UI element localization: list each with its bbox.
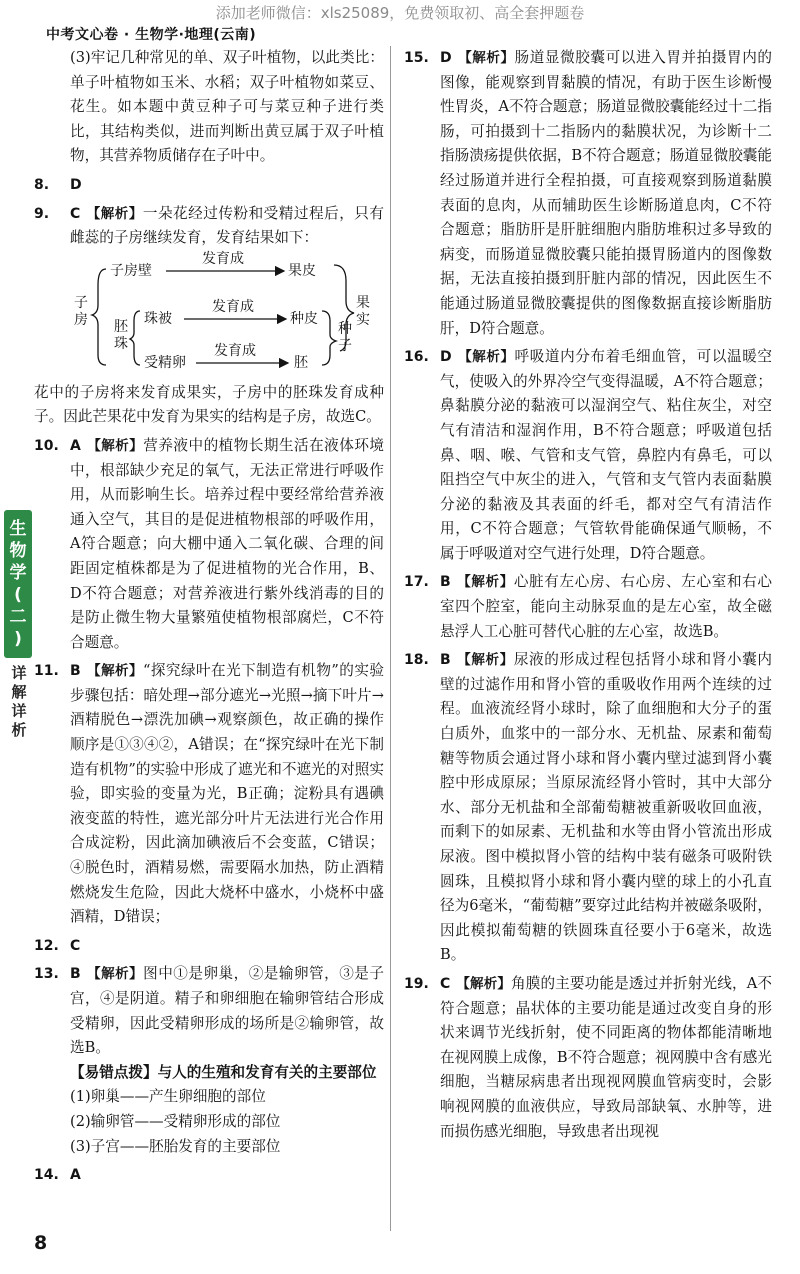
analysis-text: 呼吸道内分布着毛细血管，可以温暖空气，使吸入的外界冷空气变得温暖，A不符合题意；鼻黏膜分泌的黏液可以湿润空气、粘住灰尘，对空气有清洁和湿润作用，B不符合题意；呼吸道包括鼻、咽、喉、气管和支气管，鼻腔内有鼻毛，可以阻挡空气中灰尘的进入，气管和支气管内表面黏膜分泌的黏液及其表面的纤毛，都对空气有清洁作用，C不符合题意；气管软骨能确保通气顺畅，不属于呼吸道对空气进行处理，D符合题意。: [440, 348, 772, 562]
answer-body: [440, 345, 772, 566]
analysis-tag: 【解析】: [457, 349, 515, 366]
question-number: 10.: [34, 437, 59, 454]
column-divider: [390, 46, 391, 1231]
question-number: 19.: [404, 975, 429, 992]
diagram-label-zifang: 子房: [74, 294, 88, 328]
answer-item-13: [34, 962, 384, 1060]
analysis-text: 一朵花经过传粉和受精过程后，只有雌蕊的子房继续发育，发育结果如下：: [70, 204, 384, 247]
analysis-text: 尿液的形成过程包括肾小球和肾小囊内壁的过滤作用和肾小管的重吸收作用两个连续的过程。血液流经肾小球时，除了血细胞和大分子的蛋白质外，血浆中的一部分水、无机盐、尿素和葡萄糖等物质会通过肾小球和肾小囊内壁过滤到肾小囊腔中形成原尿；当原尿流经肾小管时，其中大部分水、部分无机盐和全部葡萄糖被重新吸收回血液，而剩下的如尿素、无机盐和水等由肾小管流出形成尿液。图中模拟肾小管的结构中装有磁条可吸附铁圆珠，且模拟肾小球和肾小囊内壁的球上的小孔直径为6毫米，“葡萄糖”要穿过此结构并被磁条吸附，因此模拟葡萄糖的铁圆珠直径要小于6毫米，故选B。: [440, 651, 772, 964]
answer-body: [440, 648, 772, 968]
analysis-text: “探究绿叶在光下制造有机物”的实验步骤包括：暗处理→部分遮光→光照→摘下叶片→酒精脱色→漂洗加碘→观察颜色，故正确的操作顺序是①③④②，A错误；在“探究绿叶在光下制造有机物”的实验中形成了遮光和不遮光的对照实验，即实验的变量为光，B正确；淀粉具有遇碘液变蓝的特性，遮光部分叶片无法进行光合作用合成淀粉，因此滴加碘液后不会变蓝，C错误；④脱色时，酒精易燃，需要隔水加热，防止酒精燃烧发生危险，因此大烧杯中盛水，小烧杯中盛酒精，D错误；: [70, 662, 384, 926]
question-number: 17.: [404, 574, 429, 591]
answer-letter: D: [440, 50, 452, 66]
q7-continuation: (3)牢记几种常见的单、双子叶植物，以此类比：单子叶植物如玉米、水稻；双子叶植物如菜豆、花生。如本题中黄豆种子可与菜豆种子进行类比，其结构类似，进而判断出黄豆属于双子叶植物，其营养物质储存在子叶中。: [70, 49, 384, 165]
answer-body: [70, 434, 384, 655]
answer-item-11: [34, 659, 384, 930]
running-head: 中考文心卷 · 生物学·地理(云南): [46, 27, 257, 43]
answer-letter: B: [440, 652, 451, 669]
answer-item-8: [34, 173, 384, 198]
answer-item-10: [34, 434, 384, 655]
side-tab-char: (: [14, 585, 22, 605]
answer-letter: C: [70, 205, 81, 222]
side-tab-char: 物: [9, 541, 27, 561]
diagram-label-zhongpi: 种皮: [290, 310, 318, 327]
analysis-text: 肠道显微胶囊可以进入胃并拍摄胃内的图像，能观察到胃黏膜的情况，有助于医生诊断慢性胃炎，A不符合题意；肠道显微胶囊能经过十二指肠，可拍摄到十二指肠内的黏膜状况，为诊断十二指肠溃疡提供依据，B不符合题意；肠道显微胶囊能经过肠道并进行全程拍摄，可直接观察到肠道黏膜表面的息肉，从而辅助医生诊断肠道息肉，C不符合题意；脂肪肝是肝脏细胞内脂肪堆积过多导致的病变，而肠道显微胶囊只能拍摄胃肠道内的图像数据，无法直接拍摄到肝脏内部的情况，因此医生不能通过肠道显微胶囊提供的图像数据直接诊断脂肪肝，D符合题意。: [440, 49, 772, 337]
watermark-banner: 添加老师微信：xls25089，免费领取初、高全套押题卷: [215, 4, 585, 22]
side-label-char: 析: [11, 721, 27, 739]
diagram-label-zhubei: 珠被: [144, 310, 172, 327]
analysis-tag: 【解析】: [86, 205, 143, 222]
tip-point: (3)子宫——胚胎发育的主要部位: [70, 1137, 281, 1155]
answer-item-12: [34, 934, 384, 959]
analysis-tag: 【解析】: [456, 574, 514, 591]
side-label-char: 解: [11, 683, 27, 701]
right-column: [404, 46, 772, 1144]
analysis-text: 角膜的主要功能是透过并折射光线，A不符合题意；晶状体的主要功能是通过改变自身的形状来调节光线折射，使不同距离的物体都能清晰地在视网膜上成像，B不符合题意；视网膜中含有感光细胞，当糖尿病患者出现视网膜血管病变时，会影响视网膜的血液供应，导致局部缺氧、水肿等，进而损伤感光细胞，导致患者出现视: [440, 974, 772, 1140]
answer-item-18: [404, 648, 772, 968]
side-label-char: 详: [11, 664, 27, 682]
answer-letter: D: [70, 176, 82, 193]
analysis-tag: 【解析】: [456, 652, 514, 669]
diagram-label-guopi: 果皮: [288, 262, 316, 279]
question-number: 13.: [34, 966, 59, 983]
analysis-tag: 【解析】: [456, 975, 511, 992]
question-number: 16.: [404, 349, 429, 366]
answer-letter: B: [440, 574, 451, 591]
side-tab-char: 二: [9, 607, 27, 627]
question-number: 18.: [404, 652, 429, 669]
analysis-text: 营养液中的植物长期生活在液体环境中，根部缺少充足的氧气，无法正常进行呼吸作用，从而影响生长。培养过程中要经常给营养液通入空气，其目的是促进植物根部的呼吸作用，A符合题意；向大棚中通入二氧化碳、合理的间距固定植株都是为了促进植物的光合作用，B、D不符合题意；对营养液进行紫外线消毒的目的是防止微生物大量繁殖使植物根部腐烂，C不符合题意。: [70, 436, 384, 651]
question-number: 8.: [34, 176, 50, 193]
diagram-label-zhongzi: 种子: [338, 320, 352, 354]
answer-letter: B: [70, 966, 81, 983]
diagram-arrow-label: 发育成: [212, 298, 254, 315]
analysis-text: 图中①是卵巢，②是输卵管，③是子宫，④是阴道。精子和卵细胞在输卵管结合形成受精卵，因此受精卵形成的场所是②输卵管，故选B。: [70, 965, 384, 1057]
answer-item-17: [404, 570, 772, 644]
analysis-text: 心脏有左心房、右心房、左心室和右心室四个腔室，能向主动脉泵血的是左心室，故全磁悬浮人工心脏可替代心脏的左心室，故选B。: [440, 573, 772, 640]
diagram-label-peizhu: 胚珠: [114, 318, 128, 352]
page-number: 8: [34, 1232, 48, 1254]
question-number: 9.: [34, 205, 50, 222]
side-label-char: 详: [11, 702, 27, 720]
answer-body: [440, 570, 772, 644]
left-column: [34, 46, 384, 1188]
answer-item-16: [404, 345, 772, 566]
side-section-label: [8, 664, 30, 740]
side-tab-char: 生: [9, 519, 27, 539]
answer-item-15: [404, 46, 772, 341]
analysis-tag: 【解析】: [86, 437, 144, 454]
answer-letter: A: [70, 437, 81, 454]
answer-letter: B: [70, 663, 81, 680]
diagram-label-shoujingluan: 受精卵: [144, 354, 186, 371]
diagram-label-pei: 胚: [294, 354, 308, 371]
q9-conclusion: 花中的子房将来发育成果实，子房中的胚珠发育成种子。因此芒果花中发育为果实的结构是子房，故选C。: [34, 383, 384, 426]
answer-body: [440, 972, 772, 1144]
answer-letter: A: [70, 1167, 81, 1184]
side-tab-char: ): [14, 629, 22, 649]
analysis-tag: 【解析】: [86, 663, 143, 680]
diagram-label-zifangbi: 子房壁: [110, 262, 152, 279]
answer-letter: D: [440, 349, 452, 366]
flower-development-diagram: [74, 250, 384, 375]
question-number: 11.: [34, 663, 59, 680]
diagram-arrow-label: 发育成: [214, 342, 256, 359]
answer-item-14: [34, 1163, 384, 1188]
question-number: 12.: [34, 937, 59, 954]
answer-body: [70, 202, 384, 251]
analysis-tag: 【解析】: [86, 966, 144, 983]
error-tip-heading: 【易错点拨】与人的生殖和发育有关的主要部位: [70, 1063, 377, 1081]
side-tab-char: 学: [9, 563, 27, 583]
answer-item-19: [404, 972, 772, 1144]
answer-body: [70, 659, 384, 930]
answer-letter: C: [440, 975, 451, 992]
tip-point: (2)输卵管——受精卵形成的部位: [70, 1112, 281, 1130]
analysis-tag: 【解析】: [457, 50, 515, 66]
diagram-label-guoshi: 果实: [356, 294, 370, 328]
tip-point: (1)卵巢——产生卵细胞的部位: [70, 1088, 266, 1106]
answer-item-9: [34, 202, 384, 251]
question-number: 14.: [34, 1167, 59, 1184]
answer-letter: C: [70, 937, 81, 954]
answer-body: [70, 962, 384, 1060]
answer-body: [440, 46, 772, 341]
diagram-arrow-label: 发育成: [202, 250, 244, 267]
question-number: 15.: [404, 50, 429, 66]
subject-side-tab: [4, 510, 32, 658]
